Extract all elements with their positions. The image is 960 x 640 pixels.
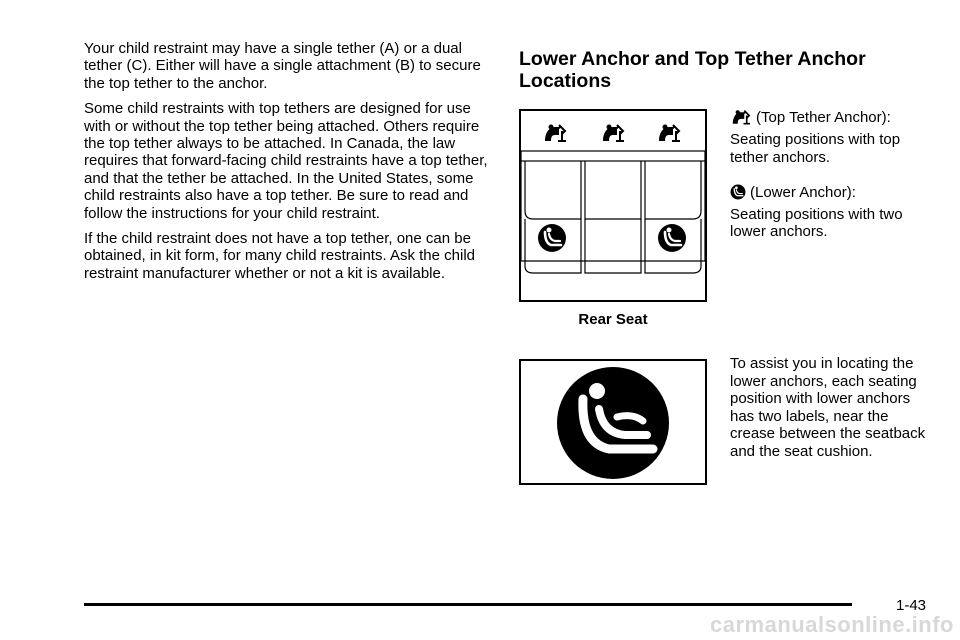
top-tether-anchor-icon: [603, 125, 624, 142]
legend-lower-anchor-label: (Lower Anchor):: [750, 184, 856, 201]
legend-lower-anchor: [730, 184, 930, 241]
rear-seat-diagram: [521, 111, 705, 300]
lower-anchor-label-icon: [521, 361, 705, 483]
lower-anchor-icon: [538, 224, 566, 252]
paragraph-tether-kit: If the child restraint does not have a top tether, one can be obtained, in kit form, for many child restraints. Ask the child restraint manufacturer whether or not a kit is available.: [84, 230, 476, 282]
top-tether-anchor-icon: [659, 125, 680, 142]
paragraph-tether-requirements: Some child restraints with top tethers are designed for use with or without the top tether being attached. Others require the top tether always to be attached. In Canada, the law requires that forward-facing child restraints have a top tether, and that the tether be attached. In the United States, some child restraints also have a top tether. Be sure to read and follow the instructions for your child restraint.: [84, 100, 488, 222]
paragraph-tether-types: Your child restraint may have a single tether (A) or a dual tether (C). Either will have a single attachment (B) to secure the top tether to the anchor.: [84, 40, 481, 92]
rear-seat-figure: [519, 109, 707, 302]
top-tether-anchor-icon: [730, 109, 752, 127]
section-heading: Lower Anchor and Top Tether Anchor Locations: [519, 48, 866, 92]
legend-lower-anchor-description: Seating positions with two lower anchors.: [730, 205, 903, 240]
figure-caption: Rear Seat: [578, 311, 648, 328]
footer-rule: [84, 603, 852, 606]
page-number: 1-43: [896, 597, 927, 614]
lower-anchor-icon: [658, 224, 686, 252]
assist-paragraph: To assist you in locating the lower anchors, each seating position with lower anchors has two labels, near the crease between the seatback and the seat cushion.: [730, 355, 926, 460]
left-column: [84, 40, 494, 290]
watermark: carmanualsonline.info: [710, 612, 954, 637]
lower-anchor-label-figure: [519, 359, 707, 485]
legend-top-tether-description: Seating positions with top tether anchors.: [730, 131, 901, 166]
top-tether-anchor-icon: [545, 125, 566, 142]
legend-top-tether-label: (Top Tether Anchor):: [756, 109, 891, 126]
lower-anchor-icon: [730, 184, 746, 200]
legend-top-tether: [730, 109, 930, 166]
